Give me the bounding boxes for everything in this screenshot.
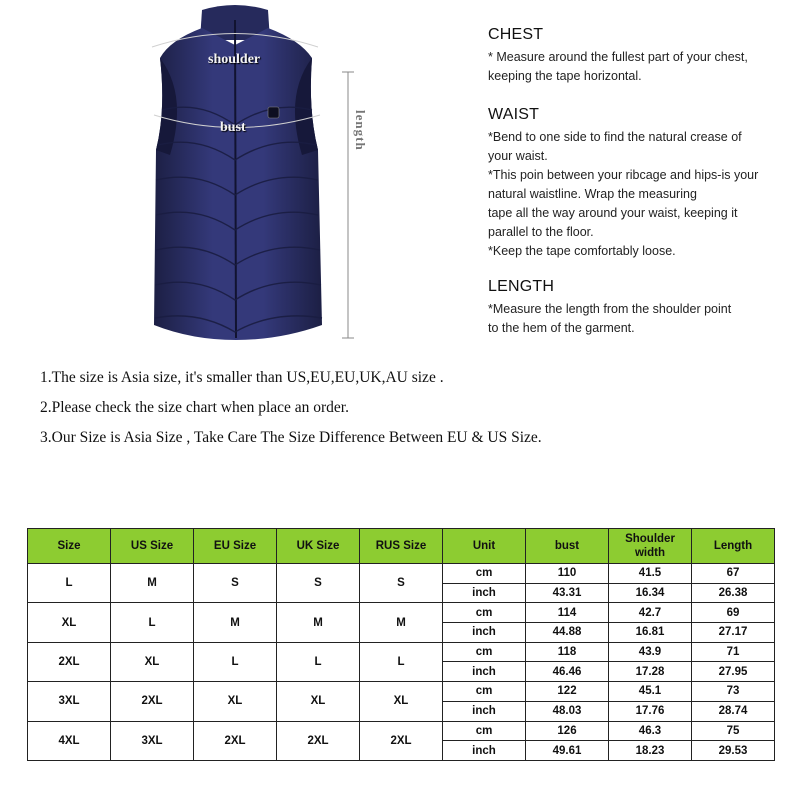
chest-section [488,26,748,86]
us-size-cell: M [111,564,194,603]
table-row [28,642,775,662]
chest-line: * Measure around the fullest part of your chest, [488,50,748,64]
header-unit: Unit [443,529,526,564]
bust-cell: 122 [526,682,609,702]
waist-line: *This poin between your ribcage and hips-is your [488,168,759,182]
shoulder-cell: 45.1 [609,682,692,702]
length-cell: 69 [692,603,775,623]
shoulder-cell: 16.34 [609,583,692,603]
shoulder-cell: 43.9 [609,642,692,662]
note-1: 1.The size is Asia size, it's smaller than US,EU,EU,UK,AU size . [40,369,444,386]
waist-line: natural waistline. Wrap the measuring [488,187,697,201]
unit-cell: inch [443,701,526,721]
rus-size-cell: XL [360,682,443,721]
us-size-cell: XL [111,642,194,681]
waist-line: *Bend to one side to find the natural crease of [488,130,742,144]
size-cell: 3XL [28,682,111,721]
size-cell: 2XL [28,642,111,681]
length-section [488,278,731,338]
shoulder-cell: 46.3 [609,721,692,741]
bust-cell: 46.46 [526,662,609,682]
note-3: 3.Our Size is Asia Size , Take Care The Size Difference Between EU & US Size. [40,429,542,446]
us-size-cell: 3XL [111,721,194,760]
table-row [28,603,775,623]
unit-cell: inch [443,662,526,682]
shoulder-cell: 17.28 [609,662,692,682]
table-row [28,682,775,702]
table-header-row [28,529,775,564]
unit-cell: cm [443,721,526,741]
eu-size-cell: L [194,642,277,681]
unit-cell: cm [443,682,526,702]
table-row [28,564,775,584]
size-cell: L [28,564,111,603]
shoulder-cell: 16.81 [609,623,692,643]
bust-label: bust [220,120,246,135]
waist-title: WAIST [488,106,540,123]
uk-size-cell: M [277,603,360,642]
length-line: to the hem of the garment. [488,321,635,335]
table-row [28,721,775,741]
size-notes [40,368,542,458]
unit-cell: inch [443,741,526,761]
unit-cell: inch [443,623,526,643]
chest-title: CHEST [488,26,544,43]
rus-size-cell: M [360,603,443,642]
length-cell: 28.74 [692,701,775,721]
eu-size-cell: XL [194,682,277,721]
header-rus-size: RUS Size [360,529,443,564]
rus-size-cell: 2XL [360,721,443,760]
bust-cell: 114 [526,603,609,623]
unit-cell: cm [443,603,526,623]
header-eu-size: EU Size [194,529,277,564]
eu-size-cell: 2XL [194,721,277,760]
header-us-size: US Size [111,529,194,564]
length-cell: 29.53 [692,741,775,761]
eu-size-cell: S [194,564,277,603]
length-line: *Measure the length from the shoulder point [488,302,732,316]
shoulder-label: shoulder [208,52,261,67]
length-cell: 73 [692,682,775,702]
bust-cell: 110 [526,564,609,584]
eu-size-cell: M [194,603,277,642]
uk-size-cell: XL [277,682,360,721]
size-cell: XL [28,603,111,642]
heat-button-icon [268,107,279,118]
header-uk-size: UK Size [277,529,360,564]
us-size-cell: 2XL [111,682,194,721]
bust-cell: 126 [526,721,609,741]
chest-line: keeping the tape horizontal. [488,69,642,83]
length-cell: 26.38 [692,583,775,603]
waist-line: your waist. [488,149,548,163]
size-cell: 4XL [28,721,111,760]
header-length: Length [692,529,775,564]
waist-section [488,106,758,261]
bust-cell: 49.61 [526,741,609,761]
length-cell: 71 [692,642,775,662]
bust-cell: 44.88 [526,623,609,643]
table-body [28,564,775,761]
waist-line: parallel to the floor. [488,225,594,239]
shoulder-cell: 18.23 [609,741,692,761]
vest-illustration [140,0,380,345]
unit-cell: cm [443,564,526,584]
header-shoulder-width: Shoulder width [609,529,692,564]
bust-cell: 43.31 [526,583,609,603]
uk-size-cell: L [277,642,360,681]
length-cell: 75 [692,721,775,741]
length-cell: 27.17 [692,623,775,643]
size-chart-table [27,528,775,761]
length-cell: 67 [692,564,775,584]
unit-cell: inch [443,583,526,603]
length-cell: 27.95 [692,662,775,682]
rus-size-cell: L [360,642,443,681]
bust-cell: 48.03 [526,701,609,721]
note-2: 2.Please check the size chart when place an order. [40,399,349,416]
waist-line: tape all the way around your waist, keeping it [488,206,738,220]
vest-body [154,28,322,340]
uk-size-cell: S [277,564,360,603]
header-bust: bust [526,529,609,564]
bust-cell: 118 [526,642,609,662]
length-title: LENGTH [488,278,555,295]
unit-cell: cm [443,642,526,662]
us-size-cell: L [111,603,194,642]
shoulder-cell: 17.76 [609,701,692,721]
waist-line: *Keep the tape comfortably loose. [488,244,676,258]
rus-size-cell: S [360,564,443,603]
header-size: Size [28,529,111,564]
shoulder-cell: 41.5 [609,564,692,584]
shoulder-cell: 42.7 [609,603,692,623]
length-label: length [353,110,368,151]
uk-size-cell: 2XL [277,721,360,760]
